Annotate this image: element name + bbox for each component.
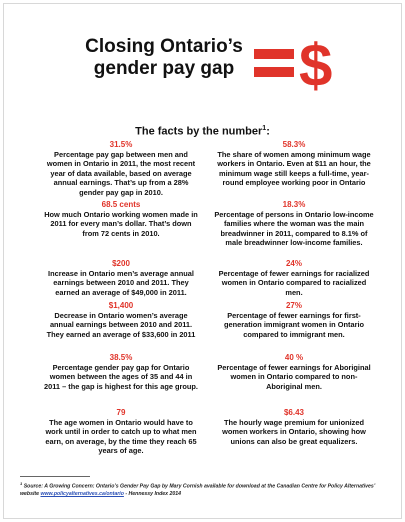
- title-line-2: gender pay gap: [93, 58, 235, 79]
- fact-value: 58.3%: [282, 140, 306, 149]
- facts-heading: The facts by the number$^1$:: [135, 125, 270, 138]
- fact-text: Percentage of persons in Ontario low-income families where the woman was the main breadwinner in 2011, compared to 8.1% of male breadwinner low-income families.: [214, 210, 374, 248]
- fact-item: [42, 301, 200, 339]
- footnote-link[interactable]: www.policyalternatives.ca/ontario: [40, 490, 124, 497]
- equals-bottom-bar: [254, 67, 294, 77]
- fact-text: Increase in Ontario men’s average annual earnings between 2010 and 2011. They earned an average of $49,000 in 2011.: [48, 269, 194, 297]
- footnote: [20, 480, 390, 498]
- document-page: [3, 3, 402, 519]
- fact-value: $200: [112, 259, 130, 268]
- footnote-divider: [20, 476, 90, 477]
- fact-text: How much Ontario working women made in 2011 for every man’s dollar. That’s down from 72 cents in 2010.: [44, 210, 198, 238]
- footnote-suffix: - Hennessy Index 2014: [123, 490, 181, 497]
- fact-text: Percentage gender pay gap for Ontario women between the ages of 35 and 44 in 2011 – the gap is highest for this age group.: [43, 363, 198, 391]
- fact-item: [214, 140, 374, 188]
- fact-text: Percentage of fewer earnings for racialized women in Ontario compared to racialized men.: [218, 269, 370, 297]
- fact-value: 31.5%: [109, 140, 133, 149]
- footnote-marker: 1: [20, 481, 23, 486]
- fact-value: $1,400: [108, 301, 134, 310]
- page-title: [64, 36, 264, 80]
- fact-value: 79: [116, 408, 126, 417]
- fact-item: [214, 259, 374, 297]
- fact-item: [214, 301, 374, 339]
- fact-item: [214, 408, 374, 446]
- fact-item: [214, 200, 374, 248]
- fact-value: 27%: [285, 301, 302, 310]
- footnote-text: Source: A Growing Concern: Ontario’s Gender Pay Gap by Mary Cornish available for download at the Canadian Centre for Policy Alternatives’ website: [20, 483, 376, 497]
- fact-text: Percentage pay gap between men and women in Ontario in 2011, the most recent year of data available, based on average annual earnings. That’s up from a 28% gender pay gap in 2010.: [46, 150, 196, 197]
- fact-value: 18.3%: [282, 200, 306, 209]
- fact-text: Percentage of fewer earnings for Aboriginal women in Ontario compared to non-Aboriginal men.: [217, 363, 371, 391]
- fact-text: The age women in Ontario would have to work until in order to catch up to what men earn, on average, by the time they reach 65 years of age.: [45, 418, 197, 456]
- fact-item: [42, 200, 200, 238]
- fact-item: [42, 353, 200, 391]
- title-line-1: Closing Ontario’s: [85, 36, 243, 57]
- equals-dollar-logo: [252, 35, 354, 91]
- fact-text: The share of women among minimum wage workers in Ontario. Even at $11 an hour, the minimum wage still keeps a full-time, year-round employee working poor in Ontario: [217, 150, 371, 188]
- fact-item: [42, 259, 200, 297]
- fact-item: [42, 408, 200, 456]
- fact-text: The hourly wage premium for unionized women workers in Ontario, showing how unions can also be great equalizers.: [222, 418, 366, 446]
- fact-value: $6.43: [283, 408, 305, 417]
- dollar-sign-icon: $: [299, 35, 333, 91]
- equals-top-bar: [254, 49, 294, 59]
- fact-value: 24%: [285, 259, 302, 268]
- fact-value: 38.5%: [109, 353, 133, 362]
- fact-item: [42, 140, 200, 197]
- fact-value: 68.5 cents: [101, 200, 141, 209]
- fact-item: [214, 353, 374, 391]
- fact-value: 40 %: [284, 353, 304, 362]
- fact-text: Decrease in Ontario women’s average annual earnings between 2010 and 2011. They earned an average of $33,600 in 2011: [46, 311, 196, 339]
- fact-text: Percentage of fewer earnings for first-generation immigrant women in Ontario compared to immigrant men.: [223, 311, 365, 339]
